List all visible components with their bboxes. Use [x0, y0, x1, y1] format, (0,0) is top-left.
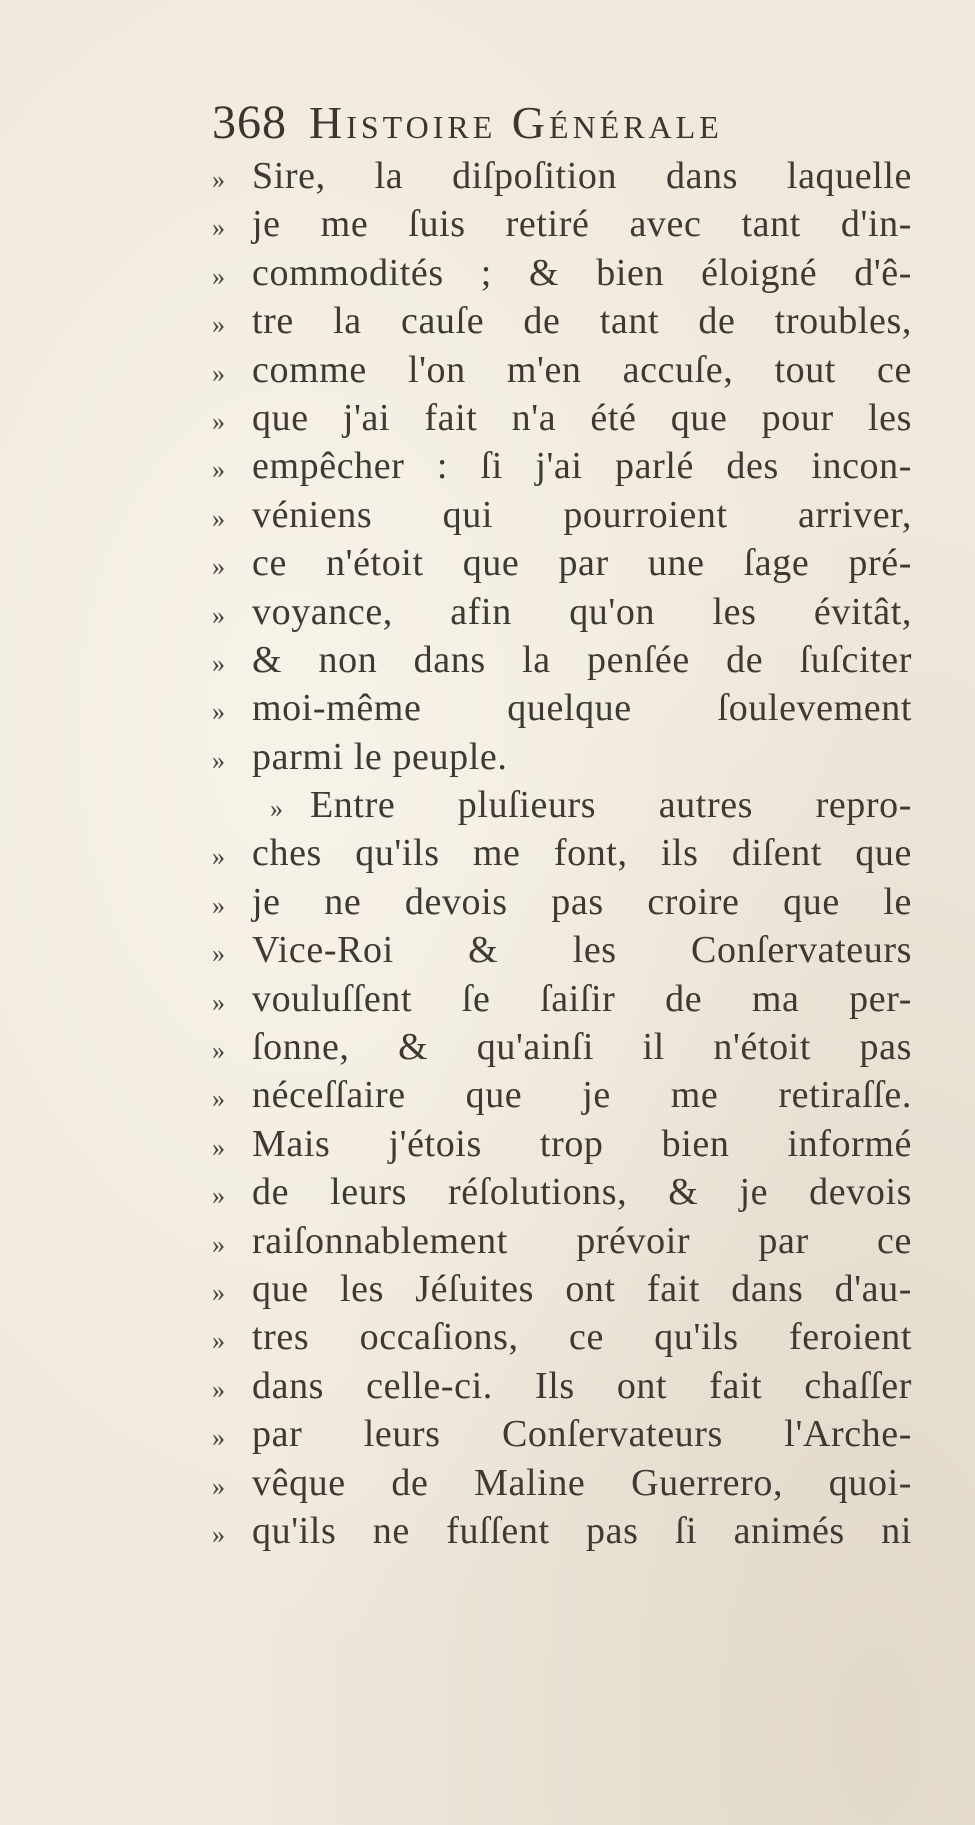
quote-mark: » — [212, 165, 225, 194]
quote-mark: » — [212, 1277, 225, 1307]
line-text: raiſonnablement prévoir par ce — [252, 1219, 912, 1262]
text-line — [212, 733, 912, 781]
line-text: vouluſſent ſe ſaiſir de ma per- — [252, 977, 912, 1020]
quote-mark: » — [212, 1132, 225, 1162]
quote-mark: » — [212, 600, 225, 630]
line-text: voyance, afin qu'on les évitât, — [252, 590, 912, 633]
line-text: dans celle-ci. Ils ont fait chaſſer — [252, 1364, 912, 1407]
line-text: vêque de Maline Guerrero, quoi- — [252, 1461, 912, 1504]
line-text: que les Jéſuites ont fait dans d'au- — [252, 1267, 912, 1310]
line-text: ches qu'ils me font, ils diſent que — [252, 832, 912, 875]
line-text: & non dans la penſée de ſuſciter — [252, 638, 912, 681]
quote-mark: » — [212, 890, 225, 920]
text-line — [212, 394, 912, 442]
line-text: je me ſuis retiré avec tant d'in- — [252, 203, 912, 246]
quote-mark: » — [212, 939, 225, 969]
line-text: de leurs réſolutions, & je devois — [252, 1171, 912, 1214]
quote-mark: » — [212, 648, 225, 678]
line-text: tres occaſions, ce qu'ils feroient — [252, 1316, 912, 1359]
quote-mark: » — [212, 358, 225, 388]
quote-mark: » — [212, 842, 225, 872]
quote-mark: » — [212, 1084, 225, 1114]
quote-mark: » — [212, 1374, 225, 1404]
line-text: ce n'étoit que par une ſage pré- — [252, 542, 912, 585]
text-line — [212, 1313, 912, 1361]
quote-mark: » — [212, 745, 225, 775]
text-line — [212, 636, 912, 684]
line-text: comme l'on m'en accuſe, tout ce — [252, 348, 912, 391]
line-text: Vice-Roi & les Conſervateurs — [252, 929, 912, 972]
text-line — [212, 200, 912, 248]
text-line — [212, 926, 912, 974]
running-title: Histoire Générale — [309, 97, 723, 148]
line-text: empêcher : ſi j'ai parlé des incon- — [252, 445, 912, 488]
quote-mark: » — [212, 261, 225, 291]
text-line — [212, 588, 912, 636]
text-line — [212, 1459, 912, 1507]
line-text: Sire, la diſpoſition dans laquelle — [252, 155, 912, 197]
line-text: parmi le peuple. — [252, 735, 508, 778]
text-line — [212, 1507, 912, 1555]
line-text: qu'ils ne fuſſent pas ſi animés ni — [252, 1509, 912, 1552]
quote-mark: » — [212, 455, 225, 485]
text-line — [212, 152, 912, 200]
text-line — [212, 1217, 912, 1265]
text-line — [212, 442, 912, 490]
body-text — [212, 152, 912, 1555]
quote-mark: » — [212, 552, 225, 582]
line-text: Mais j'étois trop bien informé — [252, 1122, 912, 1165]
quote-mark: » — [212, 213, 225, 243]
text-line — [212, 878, 912, 926]
text-line — [212, 1168, 912, 1216]
text-line — [212, 249, 912, 297]
text-line — [212, 829, 912, 877]
text-line — [212, 975, 912, 1023]
line-text: je ne devois pas croire que le — [252, 880, 912, 923]
text-line — [212, 346, 912, 394]
line-text: néceſſaire que je me retiraſſe. — [252, 1074, 912, 1117]
line-text: véniens qui pourroient arriver, — [252, 493, 912, 536]
line-text: moi-même quelque ſoulevement — [252, 687, 912, 730]
line-text: tre la cauſe de tant de troubles, — [252, 300, 912, 343]
page-header — [212, 95, 912, 155]
quote-mark: » — [212, 987, 225, 1017]
text-line — [212, 1023, 912, 1071]
quote-mark: » — [212, 310, 225, 340]
text-line — [212, 539, 912, 587]
line-text: commodités ; & bien éloigné d'ê- — [252, 251, 912, 294]
quote-mark: » — [212, 1326, 225, 1356]
quote-mark: » — [212, 1423, 225, 1453]
quote-mark: » — [212, 1229, 225, 1259]
quote-mark: » — [212, 1036, 225, 1066]
text-line — [212, 1071, 912, 1119]
text-line — [212, 781, 912, 829]
line-text: Entre pluſieurs autres repro- — [310, 784, 912, 827]
line-text: ſonne, & qu'ainſi il n'étoit pas — [252, 1026, 912, 1069]
page-number: 368 — [212, 96, 287, 149]
text-line — [212, 684, 912, 732]
text-line — [212, 1362, 912, 1410]
quote-mark: » — [212, 503, 225, 533]
text-line — [212, 1265, 912, 1313]
text-line — [212, 297, 912, 345]
line-text: par leurs Conſervateurs l'Arche- — [252, 1413, 912, 1456]
quote-mark: » — [270, 794, 283, 824]
quote-mark: » — [212, 406, 225, 436]
quote-mark: » — [212, 697, 225, 727]
text-line — [212, 1410, 912, 1458]
quote-mark: » — [212, 1519, 225, 1549]
quote-mark: » — [212, 1471, 225, 1501]
line-text: que j'ai fait n'a été que pour les — [252, 396, 912, 439]
quote-mark: » — [212, 1181, 225, 1211]
text-line — [212, 491, 912, 539]
text-line — [212, 1120, 912, 1168]
